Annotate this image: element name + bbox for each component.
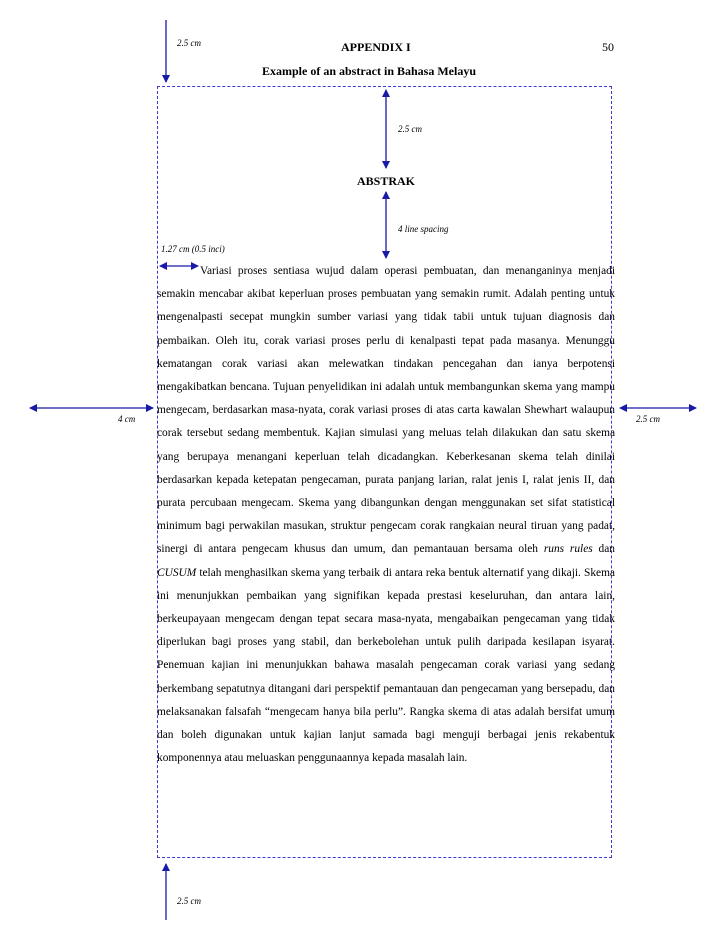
abstract-paragraph (157, 260, 615, 770)
heading-gap-label: 2.5 cm (398, 124, 422, 134)
abstract-text-and: dan (598, 543, 615, 556)
abstract-heading: ABSTRAK (357, 174, 416, 188)
abstract-text-part1: Variasi proses sentiasa wujud dalam operasi pembuatan, dan menanganinya menjadi semakin mencabar akibat keperluan proses pembuatan yang semakin rumit. Adalah penting untuk mengenalpasti secepat mungkin sumber variasi yang tidak tabii untuk tujuan diagnosis dan pembaikan. Oleh itu, corak variasi proses perlu di kenalpasti tepat pada masanya. Menunggu kematangan corak variasi akan melewatkan tindakan pencegahan dan ianya berpotensi mengakibatkan bencana. Tujuan penyelidikan ini adalah untuk membangunkan skema yang mampu mengecam, berdasarkan masa-nyata, corak variasi proses di atas carta kawalan Shewhart walaupun corak tersebut sedang membentuk. Kajian simulasi yang meluas telah dilakukan dan satu skema yang berupaya menangani keperluan telah dicadangkan. Keberkesanan skema telah dinilai berdasarkan kepada ketepatan pengecaman, purata panjang larian, ralat jenis I, ralat jenis II, dan purata percubaan mengecam. Skema yang dibangunkan dengan menggunakan set sifat statistical minimum bagi perwakilan masukan, struktur pengecam corak rangkaian neural tiruan yang padat, sinergi di antara pengecam khusus dan umum, dan pemantauan bersama oleh (157, 265, 615, 556)
page-subtitle: Example of an abstract in Bahasa Melayu (262, 64, 477, 78)
bottom-margin-label: 2.5 cm (177, 896, 201, 906)
abstract-text-part2: telah menghasilkan skema yang terbaik di antara reka bentuk alternatif yang dikaji. Skema ini menunjukkan pembaikan yang signifikan kepada prestasi keseluruhan, dan antara lain, berkeupayaan mengecam dengan tepat secara masa-nyata, mengabaikan pengecaman yang tidak diperlukan bagi proses yang stabil, dan berkebolehan untuk pulih daripada kesilapan isyarat. Penemuan kajian ini menunjukkan bahawa masalah pengecaman corak variasi yang sedang berkembang sepatutnya ditangani dari perspektif pemantauan dan pengecaman yang bersepadu, dan melaksanakan falsafah “mengecam hanya bila perlu”. Rangka skema di atas adalah bersifat umum dan boleh digunakan untuk kajian lanjut samada bagi menguji berbagai jenis rekabentuk komponennya atau meluaskan penggunaannya kepada masalah lain. (157, 566, 615, 765)
abstract-body (157, 260, 615, 770)
abstract-italic-runs-rules: runs rules (543, 543, 593, 556)
appendix-title: APPENDIX I (341, 40, 411, 54)
abstract-italic-cusum: CUSUM (157, 566, 197, 579)
page-number: 50 (602, 40, 614, 54)
left-margin-label: 4 cm (118, 414, 136, 424)
top-margin-label: 2.5 cm (177, 38, 201, 48)
line-spacing-label: 4 line spacing (398, 224, 449, 234)
right-margin-label: 2.5 cm (636, 414, 660, 424)
indent-label: 1.27 cm (0.5 inci) (161, 244, 225, 254)
